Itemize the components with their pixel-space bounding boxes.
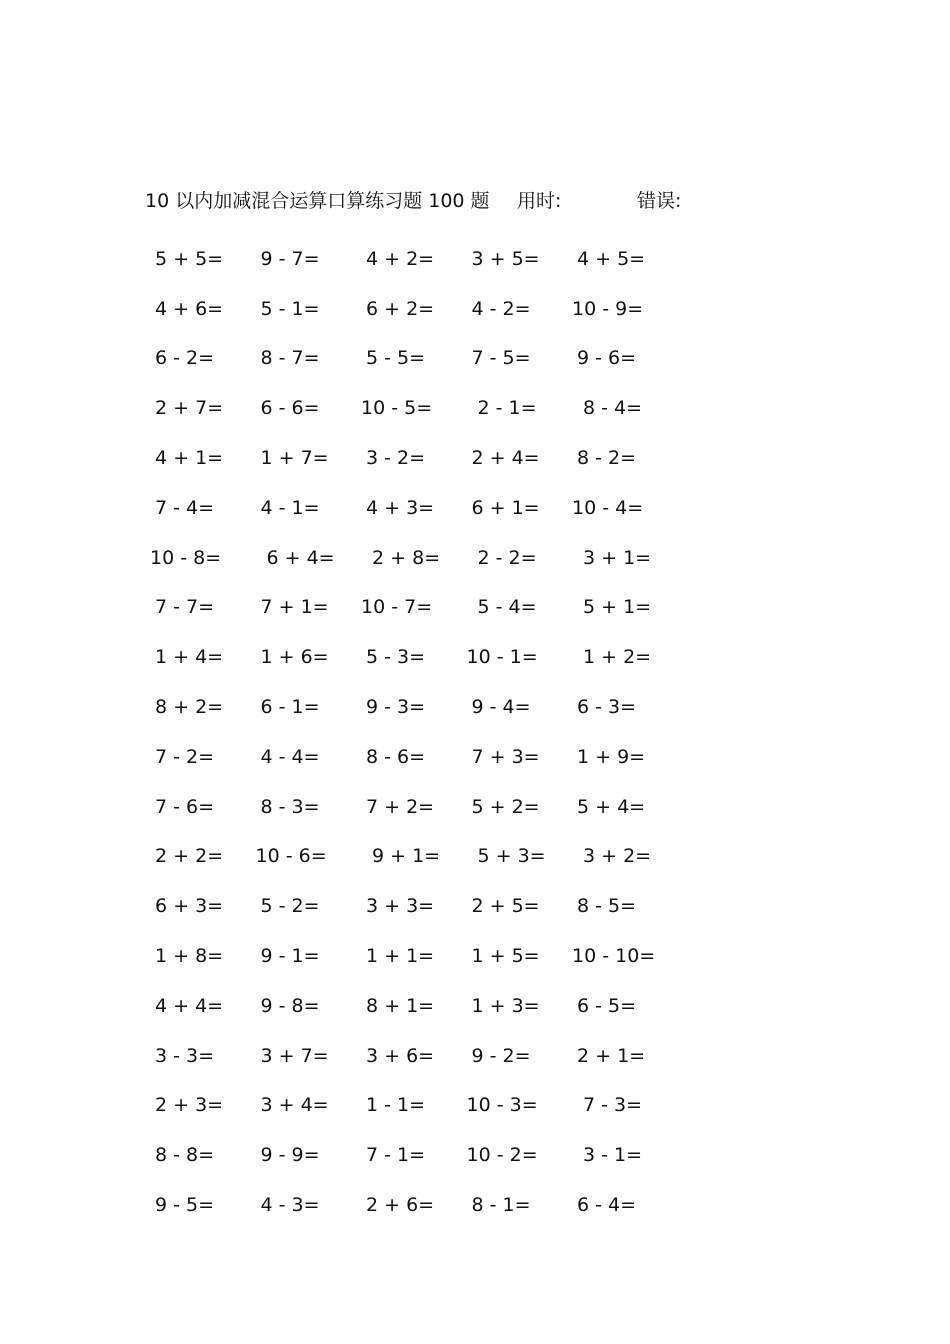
arithmetic-problem: 3 + 5=	[471, 247, 540, 270]
arithmetic-problem: 5 - 4=	[477, 596, 537, 619]
arithmetic-problem: 10 - 8=	[150, 546, 222, 569]
worksheet-title: 10 以内加减混合运算口算练习题 100 题	[145, 190, 490, 212]
arithmetic-problem: 2 + 1=	[577, 1044, 646, 1067]
arithmetic-problem: 8 - 6=	[366, 745, 426, 768]
problem-row	[145, 334, 705, 384]
arithmetic-problem: 1 + 9=	[577, 745, 646, 768]
arithmetic-problem: 2 - 1=	[477, 397, 537, 420]
arithmetic-problem: 6 + 4=	[266, 546, 335, 569]
arithmetic-problem: 10 - 9=	[572, 297, 644, 320]
problem-row	[145, 782, 705, 832]
arithmetic-problem: 5 - 1=	[260, 297, 320, 320]
arithmetic-problem: 5 + 2=	[471, 795, 540, 818]
problem-row	[145, 682, 705, 732]
problem-row	[145, 533, 705, 583]
arithmetic-problem: 6 - 5=	[577, 994, 637, 1017]
problem-row	[145, 1081, 705, 1131]
arithmetic-problem: 6 + 2=	[366, 297, 435, 320]
problem-row	[145, 931, 705, 981]
arithmetic-problem: 5 + 3=	[477, 845, 546, 868]
arithmetic-problem: 8 - 1=	[471, 1194, 531, 1217]
arithmetic-problem: 3 - 2=	[366, 447, 426, 470]
arithmetic-problem: 10 - 3=	[466, 1094, 538, 1117]
arithmetic-problem: 6 - 6=	[260, 397, 320, 420]
arithmetic-problem: 1 + 5=	[471, 945, 540, 968]
arithmetic-problem: 7 - 4=	[155, 496, 215, 519]
arithmetic-problem: 1 - 1=	[366, 1094, 426, 1117]
arithmetic-problem: 4 + 3=	[366, 496, 435, 519]
arithmetic-problem: 4 + 2=	[366, 247, 435, 270]
arithmetic-problem: 6 + 3=	[155, 895, 224, 918]
error-count-label: 错误:	[637, 190, 682, 212]
arithmetic-problem: 3 + 4=	[260, 1094, 329, 1117]
arithmetic-problem: 7 - 7=	[155, 596, 215, 619]
arithmetic-problem: 10 - 7=	[361, 596, 433, 619]
arithmetic-problem: 5 + 1=	[583, 596, 652, 619]
problem-row	[145, 284, 705, 334]
arithmetic-problem: 1 + 4=	[155, 646, 224, 669]
problem-row	[145, 881, 705, 931]
problem-row	[145, 1031, 705, 1081]
arithmetic-problem: 7 - 6=	[155, 795, 215, 818]
arithmetic-problem: 2 + 3=	[155, 1094, 224, 1117]
arithmetic-problem: 9 - 6=	[577, 347, 637, 370]
arithmetic-problem: 2 + 2=	[155, 845, 224, 868]
arithmetic-problem: 7 + 3=	[471, 745, 540, 768]
arithmetic-problem: 3 + 7=	[260, 1044, 329, 1067]
arithmetic-problem: 2 + 8=	[372, 546, 441, 569]
arithmetic-problem: 8 - 3=	[260, 795, 320, 818]
problem-row	[145, 981, 705, 1031]
arithmetic-problem: 8 - 7=	[260, 347, 320, 370]
arithmetic-problem: 7 - 2=	[155, 745, 215, 768]
arithmetic-problem: 5 + 5=	[155, 247, 224, 270]
arithmetic-problem: 6 - 4=	[577, 1194, 637, 1217]
arithmetic-problem: 9 + 1=	[372, 845, 441, 868]
arithmetic-problem: 3 + 1=	[583, 546, 652, 569]
problem-row	[145, 383, 705, 433]
arithmetic-problem: 2 + 4=	[471, 447, 540, 470]
arithmetic-problem: 7 - 3=	[583, 1094, 643, 1117]
arithmetic-problem: 4 + 4=	[155, 994, 224, 1017]
arithmetic-problem: 10 - 5=	[361, 397, 433, 420]
arithmetic-problem: 5 + 4=	[577, 795, 646, 818]
problem-grid	[145, 234, 705, 1230]
arithmetic-problem: 6 + 1=	[471, 496, 540, 519]
problem-row	[145, 1130, 705, 1180]
arithmetic-problem: 1 + 6=	[260, 646, 329, 669]
arithmetic-problem: 9 - 2=	[471, 1044, 531, 1067]
problem-row	[145, 832, 705, 882]
arithmetic-problem: 1 + 1=	[366, 945, 435, 968]
arithmetic-problem: 8 - 8=	[155, 1144, 215, 1167]
arithmetic-problem: 8 + 2=	[155, 696, 224, 719]
worksheet-header	[145, 187, 745, 215]
arithmetic-problem: 9 - 9=	[260, 1144, 320, 1167]
arithmetic-problem: 7 - 1=	[366, 1144, 426, 1167]
problem-row	[145, 632, 705, 682]
arithmetic-problem: 1 + 2=	[583, 646, 652, 669]
arithmetic-problem: 6 - 3=	[577, 696, 637, 719]
arithmetic-problem: 3 + 2=	[583, 845, 652, 868]
arithmetic-problem: 8 - 2=	[577, 447, 637, 470]
problem-row	[145, 1180, 705, 1230]
arithmetic-problem: 2 + 7=	[155, 397, 224, 420]
arithmetic-problem: 5 - 2=	[260, 895, 320, 918]
arithmetic-problem: 8 + 1=	[366, 994, 435, 1017]
arithmetic-problem: 9 - 8=	[260, 994, 320, 1017]
arithmetic-problem: 7 + 1=	[260, 596, 329, 619]
arithmetic-problem: 4 - 2=	[471, 297, 531, 320]
arithmetic-problem: 4 - 4=	[260, 745, 320, 768]
arithmetic-problem: 7 - 5=	[471, 347, 531, 370]
arithmetic-problem: 4 - 1=	[260, 496, 320, 519]
arithmetic-problem: 9 - 5=	[155, 1194, 215, 1217]
arithmetic-problem: 4 + 1=	[155, 447, 224, 470]
problem-row	[145, 583, 705, 633]
problem-row	[145, 732, 705, 782]
arithmetic-problem: 8 - 4=	[583, 397, 643, 420]
arithmetic-problem: 4 + 5=	[577, 247, 646, 270]
arithmetic-problem: 2 + 6=	[366, 1194, 435, 1217]
arithmetic-problem: 9 - 1=	[260, 945, 320, 968]
arithmetic-problem: 10 - 10=	[572, 945, 656, 968]
arithmetic-problem: 3 - 1=	[583, 1144, 643, 1167]
arithmetic-problem: 10 - 4=	[572, 496, 644, 519]
arithmetic-problem: 1 + 8=	[155, 945, 224, 968]
arithmetic-problem: 1 + 7=	[260, 447, 329, 470]
arithmetic-problem: 9 - 3=	[366, 696, 426, 719]
arithmetic-problem: 10 - 6=	[255, 845, 327, 868]
arithmetic-problem: 3 + 6=	[366, 1044, 435, 1067]
arithmetic-problem: 10 - 2=	[466, 1144, 538, 1167]
arithmetic-problem: 9 - 4=	[471, 696, 531, 719]
problem-row	[145, 483, 705, 533]
arithmetic-problem: 3 - 3=	[155, 1044, 215, 1067]
arithmetic-problem: 10 - 1=	[466, 646, 538, 669]
arithmetic-problem: 1 + 3=	[471, 994, 540, 1017]
arithmetic-problem: 8 - 5=	[577, 895, 637, 918]
arithmetic-problem: 5 - 3=	[366, 646, 426, 669]
arithmetic-problem: 6 - 2=	[155, 347, 215, 370]
arithmetic-problem: 4 + 6=	[155, 297, 224, 320]
arithmetic-problem: 7 + 2=	[366, 795, 435, 818]
arithmetic-problem: 3 + 3=	[366, 895, 435, 918]
arithmetic-problem: 5 - 5=	[366, 347, 426, 370]
time-used-label: 用时:	[517, 190, 562, 212]
problem-row	[145, 234, 705, 284]
arithmetic-problem: 9 - 7=	[260, 247, 320, 270]
arithmetic-problem: 2 + 5=	[471, 895, 540, 918]
arithmetic-problem: 4 - 3=	[260, 1194, 320, 1217]
problem-row	[145, 433, 705, 483]
arithmetic-problem: 6 - 1=	[260, 696, 320, 719]
arithmetic-problem: 2 - 2=	[477, 546, 537, 569]
